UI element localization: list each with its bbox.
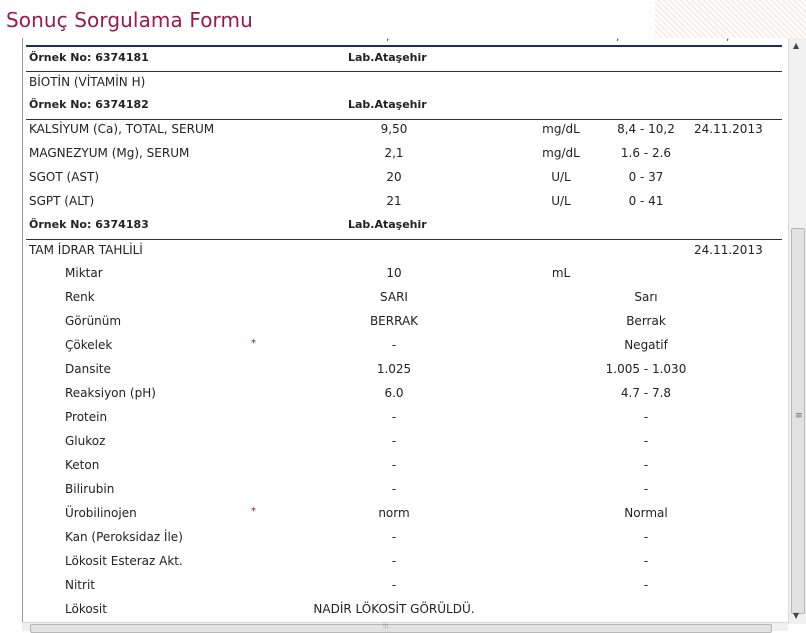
sample-header-row: [26, 218, 782, 240]
sample-number: Örnek No: 6374181: [29, 51, 149, 64]
urine-result-row: [26, 434, 782, 456]
urine-result-row: [26, 386, 782, 408]
divider: [26, 119, 782, 120]
result-value: 21: [386, 194, 402, 208]
reference-range: 4.7 - 7.8: [620, 386, 672, 400]
lab-name: Lab.Ataşehir: [348, 51, 427, 64]
result-value: -: [391, 434, 397, 448]
parameter-name: Lökosit: [65, 602, 107, 616]
reference-range: 1.6 - 2.6: [620, 146, 672, 160]
divider: [26, 239, 782, 240]
sample-header-row: [26, 98, 782, 120]
chevron-up-icon[interactable]: ▲: [793, 41, 800, 50]
reference-range: -: [643, 578, 649, 592]
parameter-name: Reaksiyon (pH): [65, 386, 156, 400]
parameter-name: Bilirubin: [65, 482, 115, 496]
test-name: KALSİYUM (Ca), TOTAL, SERUM: [29, 122, 215, 136]
parameter-name: Renk: [65, 290, 95, 304]
grip-icon: ⦙⦙⦙: [383, 621, 389, 630]
parameter-name: Kan (Peroksidaz İle): [65, 530, 183, 544]
urine-result-row: [26, 338, 782, 360]
result-row: [26, 194, 782, 216]
urine-result-row: [26, 266, 782, 288]
scrollbar-thumb[interactable]: [30, 621, 772, 633]
parameter-name: Dansite: [65, 362, 111, 376]
reference-range: -: [643, 458, 649, 472]
urine-result-row: [26, 578, 782, 600]
parameter-name: Çökelek: [65, 338, 113, 352]
divider: [26, 71, 782, 72]
page-title: Sonuç Sorgulama Formu: [6, 8, 253, 32]
parameter-name: Görünüm: [65, 314, 122, 328]
urine-result-row: [26, 482, 782, 504]
parameter-name: Ürobilinojen: [65, 506, 137, 520]
reference-range: 0 - 37: [628, 170, 664, 184]
flag-marker: *: [251, 506, 256, 517]
urine-result-row: [26, 506, 782, 528]
vertical-scrollbar[interactable]: [788, 38, 806, 624]
test-name: SGOT (AST): [29, 170, 100, 184]
parameter-name: Miktar: [65, 266, 103, 280]
urine-result-row: [26, 554, 782, 576]
result-value: norm: [378, 506, 410, 520]
test-name: TAM İDRAR TAHLİLİ: [29, 243, 143, 257]
result-value: -: [391, 338, 397, 352]
test-name: BİOTİN (VİTAMİN H): [29, 75, 146, 89]
reference-range: -: [643, 530, 649, 544]
result-row: [26, 170, 782, 192]
reference-range: -: [643, 434, 649, 448]
decorative-hatch: [655, 0, 806, 38]
sample-header-row: [26, 51, 782, 73]
parameter-name: Keton: [65, 458, 100, 472]
result-value: 10: [386, 266, 402, 280]
reference-range: Sarı: [634, 290, 658, 304]
horizontal-scrollbar[interactable]: [22, 622, 788, 631]
urine-result-row: [26, 602, 782, 624]
urine-header-row: [26, 243, 782, 265]
reference-range: Normal: [624, 506, 668, 520]
reference-range: 8,4 - 10,2: [617, 122, 675, 136]
test-date: 24.11.2013: [694, 122, 763, 136]
sample-number: Örnek No: 6374182: [29, 98, 149, 111]
reference-range: 0 - 41: [628, 194, 664, 208]
reference-range: 1.005 - 1.030: [605, 362, 687, 376]
reference-range: -: [643, 410, 649, 424]
reference-range: Negatif: [624, 338, 668, 352]
parameter-name: Glukoz: [65, 434, 106, 448]
result-value: -: [391, 578, 397, 592]
chevron-down-icon[interactable]: ▼: [793, 611, 800, 620]
reference-range: -: [643, 554, 649, 568]
result-value: -: [391, 530, 397, 544]
grip-icon: ≡: [795, 411, 803, 421]
test-row: [26, 75, 782, 97]
result-value: 9,50: [380, 122, 408, 136]
result-value: -: [391, 458, 397, 472]
unit: mg/dL: [542, 146, 580, 160]
reference-range: Berrak: [626, 314, 666, 328]
result-value: NADİR LÖKOSİT GÖRÜLDÜ.: [313, 602, 475, 616]
test-name: SGPT (ALT): [29, 194, 95, 208]
urine-result-row: [26, 410, 782, 432]
parameter-name: Nitrit: [65, 578, 95, 592]
result-value: SARI: [380, 290, 408, 304]
unit: U/L: [551, 170, 571, 184]
scrollbar-thumb[interactable]: [791, 228, 805, 614]
result-value: -: [391, 554, 397, 568]
result-value: 20: [386, 170, 402, 184]
result-value: 2,1: [384, 146, 404, 160]
unit: mL: [551, 266, 571, 280]
unit: mg/dL: [542, 122, 580, 136]
result-value: 6.0: [384, 386, 404, 400]
lab-name: Lab.Ataşehir: [348, 98, 427, 111]
result-value: 1.025: [376, 362, 412, 376]
urine-result-row: [26, 530, 782, 552]
urine-result-row: [26, 290, 782, 312]
divider: [26, 45, 782, 47]
parameter-name: Protein: [65, 410, 108, 424]
flag-marker: *: [251, 338, 256, 349]
result-value: -: [391, 482, 397, 496]
test-date: 24.11.2013: [694, 243, 763, 257]
test-name: MAGNEZYUM (Mg), SERUM: [29, 146, 190, 160]
urine-result-row: [26, 362, 782, 384]
urine-result-row: [26, 314, 782, 336]
result-value: -: [391, 410, 397, 424]
sample-number: Örnek No: 6374183: [29, 218, 149, 231]
reference-range: -: [643, 482, 649, 496]
results-content: [26, 32, 782, 622]
result-row: [26, 122, 782, 144]
unit: U/L: [551, 194, 571, 208]
urine-result-row: [26, 458, 782, 480]
lab-name: Lab.Ataşehir: [348, 218, 427, 231]
result-row: [26, 146, 782, 168]
result-value: BERRAK: [369, 314, 419, 328]
cut-row: ‚ ‚ ‚: [386, 32, 730, 43]
parameter-name: Lökosit Esteraz Akt.: [65, 554, 183, 568]
